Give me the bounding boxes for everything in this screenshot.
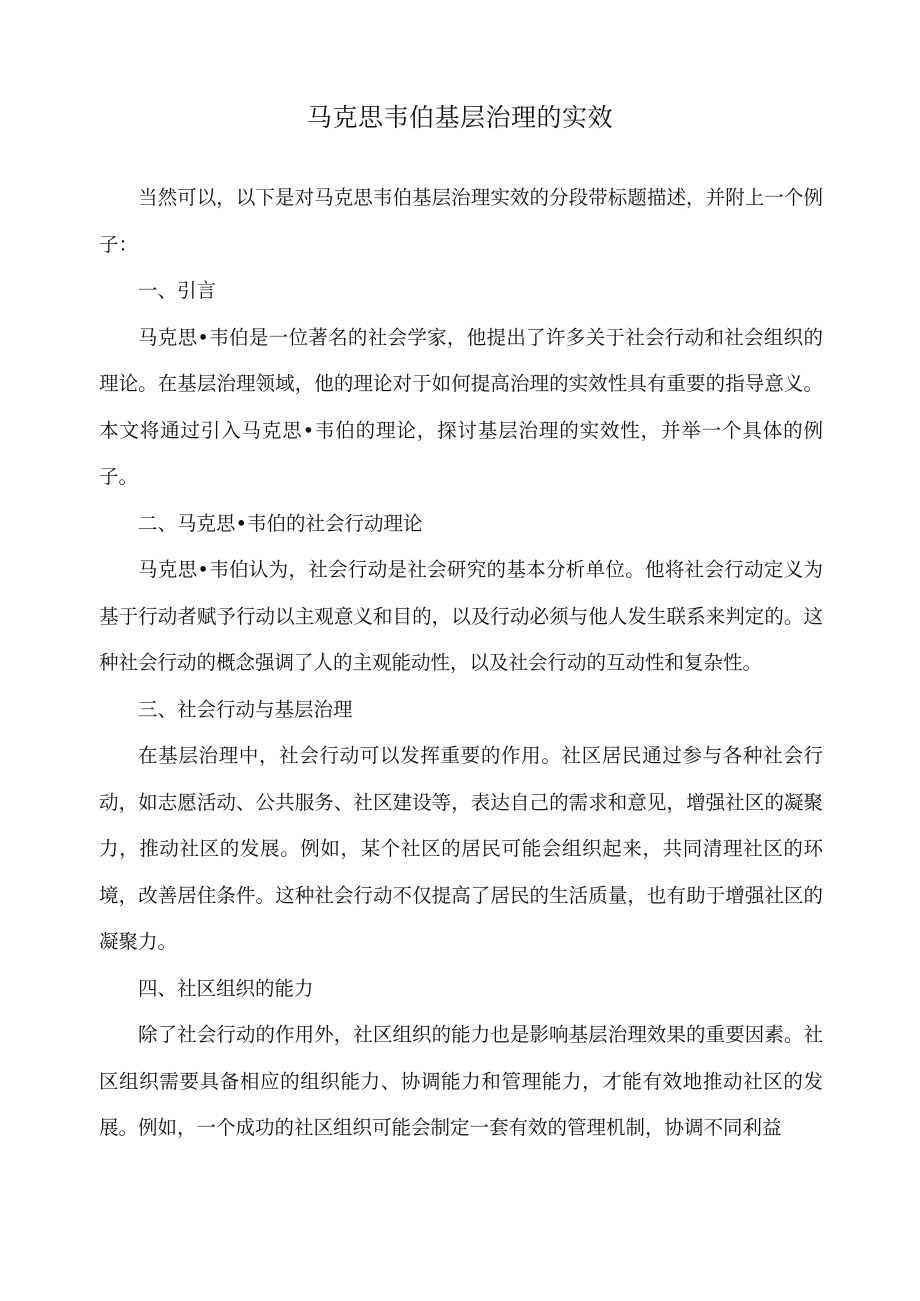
- body-paragraph: 除了社会行动的作用外，社区组织的能力也是影响基层治理效果的重要因素。社区组织需要具备相应的组织能力、协调能力和管理能力，才能有效地推动社区的发展。例如，一个成功的社区组织可能会制定一套有效的管理机制，协调不同利益: [99, 1023, 823, 1139]
- section-heading: 四、社区组织的能力: [138, 976, 314, 1000]
- section-heading: 三、社会行动与基层治理: [138, 697, 353, 721]
- body-paragraph: 在基层治理中，社会行动可以发挥重要的作用。社区居民通过参与各种社会行动，如志愿活动、公共服务、社区建设等，表达自己的需求和意见，增强社区的凝聚力，推动社区的发展。例如，某个社区的居民可能会组织起来，共同清理社区的环境，改善居住条件。这种社会行动不仅提高了居民的生活质量，也有助于增强社区的凝聚力。: [99, 744, 823, 953]
- section-heading: 一、引言: [138, 279, 217, 302]
- document-body: [99, 175, 823, 1152]
- body-paragraph: 马克思•韦伯是一位著名的社会学家，他提出了许多关于社会行动和社会组织的理论。在基层治理领域，他的理论对于如何提高治理的实效性具有重要的指导意义。本文将通过引入马克思•韦伯的理论，探讨基层治理的实效性，并举一个具体的例子。: [99, 325, 823, 488]
- section-heading: 二、马克思•韦伯的社会行动理论: [138, 511, 423, 535]
- intro-paragraph: 当然可以，以下是对马克思韦伯基层治理实效的分段带标题描述，并附上一个例子：: [99, 186, 823, 256]
- document-title: 马克思韦伯基层治理的实效: [306, 103, 613, 132]
- body-paragraph: 马克思•韦伯认为，社会行动是社会研究的基本分析单位。他将社会行动定义为基于行动者赋予行动以主观意义和目的，以及行动必须与他人发生联系来判定的。这种社会行动的概念强调了人的主观能动性，以及社会行动的互动性和复杂性。: [99, 558, 823, 674]
